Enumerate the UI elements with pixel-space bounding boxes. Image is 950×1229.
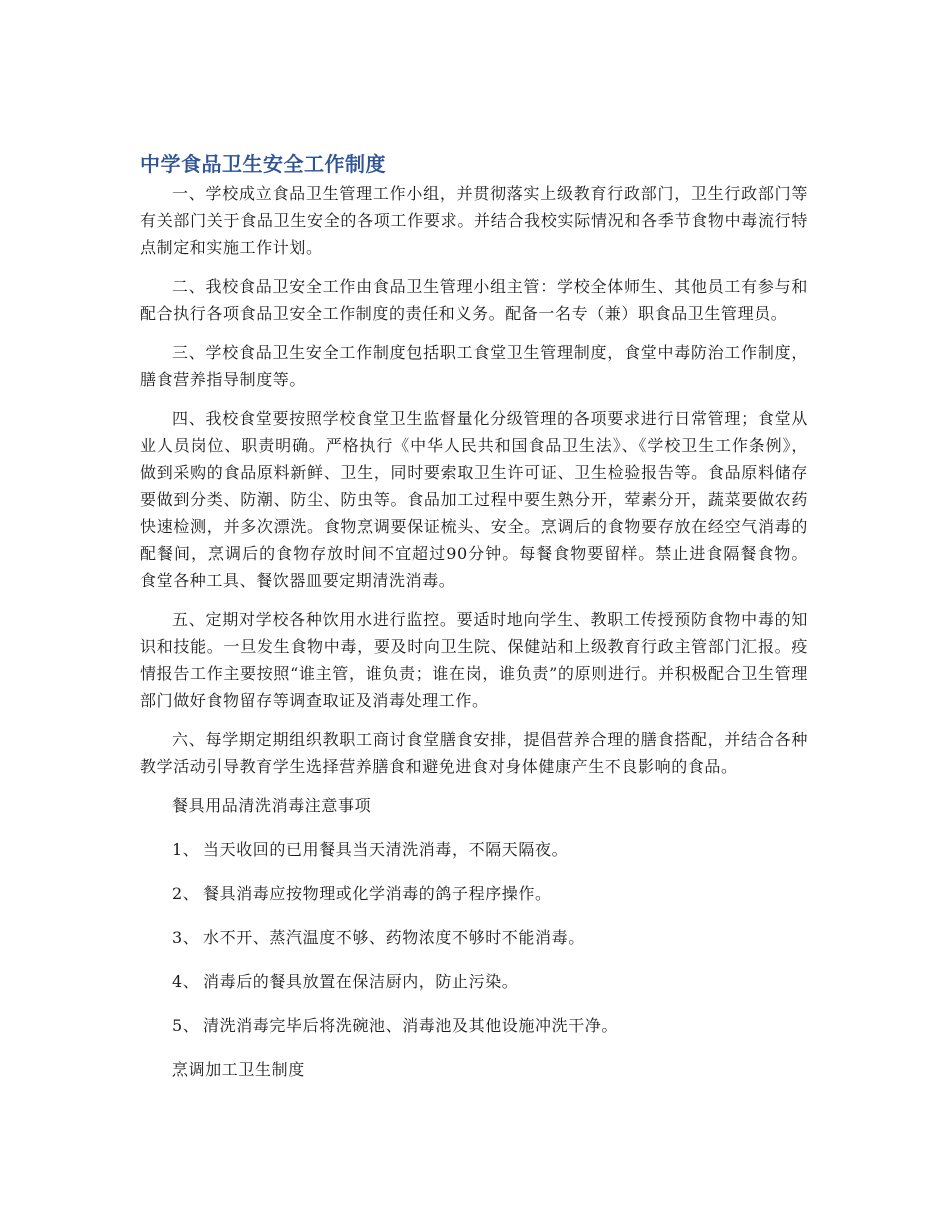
list-item-text: 餐具消毒应按物理或化学消毒的鸽子程序操作。 [203,884,552,903]
list-item [140,880,808,907]
document-page [140,150,808,1100]
list-item [140,836,808,863]
list-item-text: 清洗消毒完毕后将洗碗池、消毒池及其他设施冲洗干净。 [203,1016,619,1035]
list-item-text: 水不开、蒸汽温度不够、药物浓度不够时不能消毒。 [203,928,585,947]
document-title: 中学食品卫生安全工作制度 [140,152,386,176]
list-item [140,924,808,951]
list-item-number: 1、 [172,840,200,859]
paragraph-2: 二、我校食品卫安全工作由食品卫生管理小组主管：学校全体师生、其他员工有参与和配合执行各项食品卫安全工作制度的责任和义务。配备一名专（兼）职食品卫生管理员。 [140,277,808,323]
list-item-number: 4、 [172,972,200,991]
list-item-number: 5、 [172,1016,200,1035]
list-item-text: 消毒后的餐具放置在保洁厨内，防止污染。 [203,972,519,991]
closing-heading: 烹调加工卫生制度 [172,1060,305,1079]
list-item-number: 2、 [172,884,200,903]
section-heading: 餐具用品清洗消毒注意事项 [172,796,372,815]
list-item-text: 当天收回的已用餐具当天清洗消毒，不隔天隔夜。 [203,840,569,859]
list-item [140,1012,808,1039]
paragraph-3: 三、学校食品卫生安全工作制度包括职工食堂卫生管理制度，食堂中毒防治工作制度，膳食营养指导制度等。 [140,343,808,389]
paragraph-4: 四、我校食堂要按照学校食堂卫生监督量化分级管理的各项要求进行日常管理；食堂从业人员岗位、职责明确。严格执行《中华人民共和国食品卫生法》、《学校卫生工作条例》，做到采购的食品原料新鲜、卫生，同时要索取卫生许可证、卫生检验报告等。食品原料储存要做到分类、防潮、防尘、防虫等。食品加工过程中要生熟分开，荤素分开，蔬菜要做农药快速检测，并多次漂洗。食物烹调要保证梳头、安全。烹调后的食物要存放在经空气消毒的配餐间，烹调后的食物存放时间不宜超过90分钟。每餐食物要留样。禁止进食隔餐食物。食堂各种工具、餐饮器皿要定期清洗消毒。 [140,409,808,590]
paragraph-1: 一、学校成立食品卫生管理工作小组，并贯彻落实上级教育行政部门，卫生行政部门等有关部门关于食品卫生安全的各项工作要求。并结合我校实际情况和各季节食物中毒流行特点制定和实施工作计划。 [140,184,808,257]
list-item-number: 3、 [172,928,200,947]
paragraph-5: 五、定期对学校各种饮用水进行监控。要适时地向学生、教职工传授预防食物中毒的知识和技能。一旦发生食物中毒，要及时向卫生院、保健站和上级教育行政主管部门汇报。疫情报告工作主要按照“谁主管，谁负责；谁在岗，谁负责”的原则进行。并积极配合卫生管理部门做好食物留存等调查取证及消毒处理工作。 [140,610,808,710]
list-item [140,968,808,995]
paragraph-6: 六、每学期定期组织教职工商讨食堂膳食安排，提倡营养合理的膳食搭配，并结合各种教学活动引导教育学生选择营养膳食和避免进食对身体健康产生不良影响的食品。 [140,730,808,776]
